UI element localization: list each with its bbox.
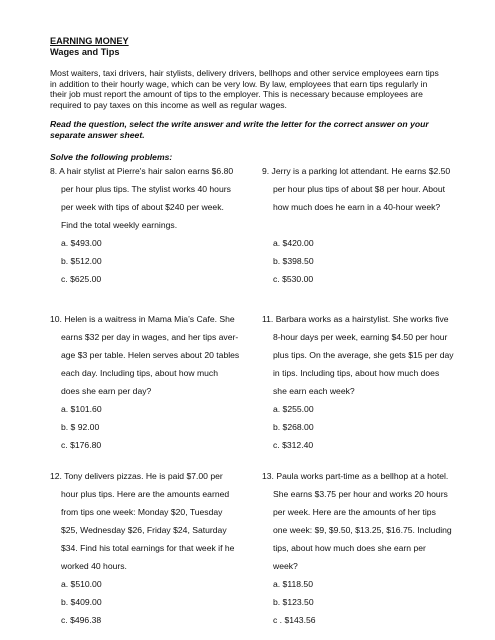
intro-paragraph: Most waiters, taxi drivers, hair stylists, delivery drivers, bellhops and other service employees earn tips in addition to their hourly wage, which can be very low. By law, employees that earn tips regularly in their job must report the amount of tips to the employer. This is necessary because employees are required to pay taxes on this income as well as regular wages. <box>50 68 439 110</box>
question-10 <box>50 312 250 456</box>
question-text-line: $25, Wednesday $26, Friday $24, Saturday <box>61 525 227 535</box>
answer-option-b: b. $409.00 <box>61 597 102 607</box>
question-text-line: 10. Helen is a waitress in Mama Mia’s Cafe. She <box>50 314 235 324</box>
question-text-line: 12. Tony delivers pizzas. He is paid $7.00 per <box>50 471 223 481</box>
question-text-line: each day. Including tips, about how much <box>61 368 219 378</box>
answer-option-b: b. $398.50 <box>273 256 314 266</box>
answer-option-b: b. $ 92.00 <box>61 422 100 432</box>
question-text-line: $34. Find his total earnings for that week if he <box>61 543 235 553</box>
answer-option-a: a. $255.00 <box>273 404 314 414</box>
question-text-line: 13. Paula works part-time as a bellhop at a hotel. <box>262 471 449 481</box>
answer-option-c: c. $625.00 <box>61 274 102 284</box>
question-text-line: She earns $3.75 per hour and works 20 hours <box>273 489 448 499</box>
question-11 <box>262 312 462 456</box>
question-13 <box>262 469 462 631</box>
question-text-line: worked 40 hours. <box>61 561 127 571</box>
question-text-line: 8-hour days per week, earning $4.50 per hour <box>273 332 448 342</box>
spacer <box>262 218 462 236</box>
question-8 <box>50 164 250 290</box>
question-text-line: per hour plus tips. The stylist works 40 hours <box>61 184 231 194</box>
instructions-paragraph: Read the question, select the write answer and write the letter for the correct answer on your separate answer sheet. <box>50 119 429 140</box>
question-text-line: how much does he earn in a 40-hour week? <box>273 202 441 212</box>
question-text-line: earns $32 per day in wages, and her tips aver- <box>61 332 239 342</box>
answer-option-a: a. $420.00 <box>273 238 314 248</box>
question-text-line: per hour plus tips of about $8 per hour. About <box>273 184 445 194</box>
question-text-line: does she earn per day? <box>61 386 152 396</box>
answer-option-a: a. $118.50 <box>273 579 313 589</box>
question-text-line: plus tips. On the average, she gets $15 per day <box>273 350 454 360</box>
question-text-line: Find the total weekly earnings. <box>61 220 178 230</box>
answer-option-c: c. $530.00 <box>273 274 314 284</box>
question-text-line: tips, about how much does she earn per <box>273 543 426 553</box>
answer-option-a: a. $493.00 <box>61 238 102 248</box>
question-text-line: hour plus tips. Here are the amounts earned <box>61 489 230 499</box>
question-text-line: per week. Here are the amounts of her tips <box>273 507 436 517</box>
answer-option-a: a. $510.00 <box>61 579 102 589</box>
answer-option-b: b. $123.50 <box>273 597 314 607</box>
question-text-line: 8. A hair stylist at Pierre's hair salon earns $6.80 <box>50 166 234 176</box>
answer-option-a: a. $101.60 <box>61 404 102 414</box>
question-text-line: one week: $9, $9.50, $13.25, $16.75. Including <box>273 525 452 535</box>
question-text-line: week? <box>273 561 298 571</box>
question-text-line: from tips one week: Monday $20, Tuesday <box>61 507 223 517</box>
question-text-line: she earn each week? <box>273 386 355 396</box>
solve-heading: Solve the following problems: <box>50 152 173 162</box>
question-text-line: per week with tips of about $240 per week. <box>61 202 224 212</box>
worksheet-subtitle: Wages and Tips <box>50 47 120 57</box>
question-9 <box>262 164 462 290</box>
answer-option-b: b. $268.00 <box>273 422 314 432</box>
question-text-line: 11. Barbara works as a hairstylist. She works five <box>262 314 449 324</box>
answer-option-c: c . $143.56 <box>273 615 316 625</box>
question-text-line: 9. Jerry is a parking lot attendant. He earns $2.50 <box>262 166 451 176</box>
answer-option-c: c. $176.80 <box>61 440 102 450</box>
answer-option-b: b. $512.00 <box>61 256 102 266</box>
question-text-line: in tips. Including tips, about how much does <box>273 368 440 378</box>
answer-option-c: c. $312.40 <box>273 440 314 450</box>
answer-option-c: c. $496.38 <box>61 615 102 625</box>
worksheet-title: EARNING MONEY <box>50 36 129 46</box>
question-text-line: age $3 per table. Helen serves about 20 tables <box>61 350 240 360</box>
question-12 <box>50 469 250 631</box>
